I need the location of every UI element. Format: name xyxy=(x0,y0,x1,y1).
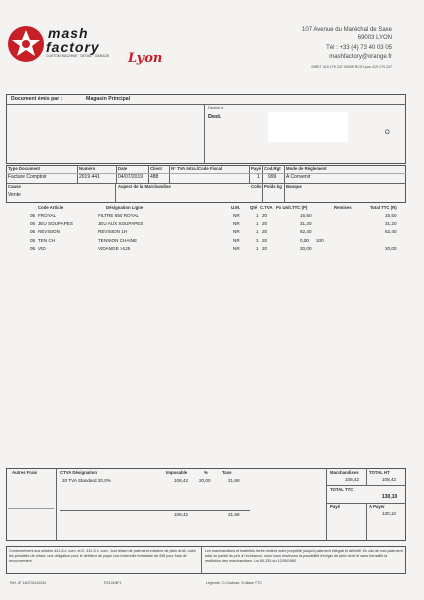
total-ht-label: TOTAL HT xyxy=(369,470,390,475)
doc-paye-value: 1 xyxy=(257,174,260,180)
company-logo xyxy=(6,20,166,72)
row-pu: 16,50 xyxy=(300,213,312,218)
row-tva: 20 xyxy=(262,221,268,227)
tva-line: 20 TVA Standard 20,0% xyxy=(62,478,111,483)
row-qte: 1 xyxy=(256,229,259,235)
pct-value: 20,00 xyxy=(199,478,211,483)
doc-client-label: Client xyxy=(150,166,162,171)
col-total: Total TTC (R) xyxy=(370,205,397,210)
doc-client-value: 488 xyxy=(150,174,159,180)
issuer-label: Document émis par : xyxy=(11,96,63,102)
doc-date-label: Date xyxy=(118,166,128,171)
row-code: TEN CH xyxy=(38,237,56,243)
doc-paye-label: Payé xyxy=(251,166,262,171)
col-qte: Qté xyxy=(250,205,258,210)
colis-label: Colis xyxy=(251,184,262,189)
redacted-address xyxy=(268,112,348,142)
row-um: NR xyxy=(233,221,240,227)
ctva-label: CTVA Désignation xyxy=(60,470,98,475)
logo-script: Lyon xyxy=(128,51,163,66)
row-code: VID xyxy=(38,245,46,251)
row-tva: 20 xyxy=(262,245,268,251)
row-n: 05 xyxy=(30,213,36,218)
row-desc: JEU AUX SOUPAPES xyxy=(98,221,144,227)
total-ttc-value: 130,10 xyxy=(382,494,398,500)
row-tva: 20 xyxy=(262,213,268,218)
row-total: 31,20 xyxy=(385,221,397,227)
a-payer-label: A Payer xyxy=(369,504,385,509)
col-ctva: C.TVA xyxy=(260,205,273,210)
doc-type-value: Facture Comptoir xyxy=(8,174,47,180)
taxe-value: 21,68 xyxy=(228,478,240,483)
row-um: NR xyxy=(233,237,240,243)
row-qte: 1 xyxy=(256,245,259,251)
taxe-label: Taxe xyxy=(222,470,232,475)
footer-code: R2131NF1 xyxy=(104,581,122,585)
company-email: mashfactory@orange.fr xyxy=(329,54,392,60)
row-pu: 0,00 xyxy=(300,237,309,243)
col-remises: Remises xyxy=(334,205,352,210)
row-tva: 20 xyxy=(262,237,268,243)
star-logo-icon xyxy=(6,24,46,64)
row-n: 05 xyxy=(30,221,36,227)
poids-label: Poids kg xyxy=(264,184,282,189)
row-n: 05 xyxy=(30,237,36,243)
col-um: U.M. xyxy=(231,205,241,210)
a-payer-value: 130,10 xyxy=(382,511,397,516)
col-code: Code Article xyxy=(38,205,64,210)
doc-date-value: 04/07/2019 xyxy=(118,174,144,180)
row-um: NR xyxy=(233,245,240,251)
row-tva: 20 xyxy=(262,229,268,235)
row-n: 05 xyxy=(30,245,36,251)
logo-tagline: CUSTOM MACHINE · DETAIL · GARAGE xyxy=(46,54,110,58)
paye-label: Payé xyxy=(330,504,341,509)
row-qte: 1 xyxy=(256,213,259,218)
doc-mode-label: Mode de Règlement xyxy=(286,166,327,171)
col-pu: Px Unit.TTC (P) xyxy=(276,205,308,210)
row-pu: 20,00 xyxy=(300,245,312,251)
imposable-value: 108,42 xyxy=(174,478,189,483)
marchandises-value: 108,42 xyxy=(345,477,360,482)
logo-line2: factory xyxy=(46,39,100,55)
sum-imposable: 108,42 xyxy=(174,512,189,517)
company-city: 69003 LYON xyxy=(357,35,392,41)
row-code: REVISION xyxy=(38,229,60,235)
frais-label: Autres Frais xyxy=(12,470,38,475)
doc-type-label: Type Document xyxy=(8,166,40,171)
doc-codrgt-label: Cod.Rgt xyxy=(264,166,281,171)
row-pu: 31,20 xyxy=(300,221,312,227)
doc-number-value: 2019 441 xyxy=(79,174,100,180)
row-code: FROYAL xyxy=(38,213,57,218)
legal-right: Les marchandises et matériels livrés restent notre propriété jusqu'à paiement intégral et définitif. En cas de non-paiement total ou partiel du prix à l'échéance, nous nous réservons la possibilité d'exiger de plein droit et sans formalité la restitution des marchandises. Loi 80-335 du 12/05/1980 xyxy=(205,549,403,563)
recipient-mark: O xyxy=(385,130,390,136)
row-rem: 100 xyxy=(316,237,324,243)
row-code: JEU SOUPAPES xyxy=(38,221,73,227)
logo-line1: mash xyxy=(48,25,89,41)
sum-taxe: 21,68 xyxy=(228,512,240,517)
doc-number-label: Numéro xyxy=(79,166,96,171)
company-siret: SIRET 419 179 237 00039 RCS Lyon 419 179 237 xyxy=(311,65,392,69)
pct-label: % xyxy=(204,470,208,475)
issuer-value: Magasin Principal xyxy=(86,96,131,102)
company-address: 107 Avenue du Maréchal de Saxe xyxy=(302,27,392,33)
cause-value: Vente xyxy=(8,192,21,198)
row-total: 20,00 xyxy=(385,245,397,251)
row-n: 05 xyxy=(30,229,36,235)
recipient-dest-label: Dest. xyxy=(208,114,222,120)
marchandises-label: Marchandises xyxy=(330,470,359,475)
doc-codrgt-value: 999 xyxy=(268,174,277,180)
row-total: 16,50 xyxy=(385,213,397,218)
company-phone: Tél : +33 (4) 73 40 03 05 xyxy=(326,45,392,51)
row-desc: REVISION 1H xyxy=(98,229,128,235)
imposable-label: Imposable xyxy=(166,470,188,475)
doc-tva-label: N° TVA Intra./Code Fiscal xyxy=(171,166,223,171)
row-total: 62,40 xyxy=(385,229,397,235)
cause-label: Cause xyxy=(8,184,21,189)
doc-mode-value: A Convenir xyxy=(286,174,311,180)
row-um: NR xyxy=(233,213,240,218)
row-pu: 62,40 xyxy=(300,229,312,235)
row-desc: TENSION CHAINE xyxy=(98,237,138,243)
legal-left: Conformément aux articles 441-6 c. com. et D. 441-5 c. com., tout retard de paiement entraîne de plein droit, outre les pénalités de retard, une obligation pour le débiteur de payer une indemnité forfaitaire de 40€ pour frais de recouvrement. xyxy=(9,549,196,563)
recipient-label: Facturé à xyxy=(208,106,224,110)
footer-ref: Réf. JF 160734110244 xyxy=(10,581,47,585)
total-ht-value: 108,42 xyxy=(382,477,397,482)
total-ttc-label: TOTAL TTC xyxy=(330,487,354,492)
col-designation: Désignation Ligne xyxy=(106,205,144,210)
row-um: NR xyxy=(233,229,240,235)
row-qte: 1 xyxy=(256,221,259,227)
banque-label: Banque xyxy=(286,184,302,189)
footer-legend: Légende: C=Cadeau; S=Base TTC xyxy=(206,581,262,585)
row-desc: FILTRE 650 ROYAL xyxy=(98,213,139,218)
aspect-label: Aspect de la Marchandise xyxy=(118,184,171,189)
row-qte: 1 xyxy=(256,237,259,243)
row-desc: VIDANGE >125 xyxy=(98,245,131,251)
